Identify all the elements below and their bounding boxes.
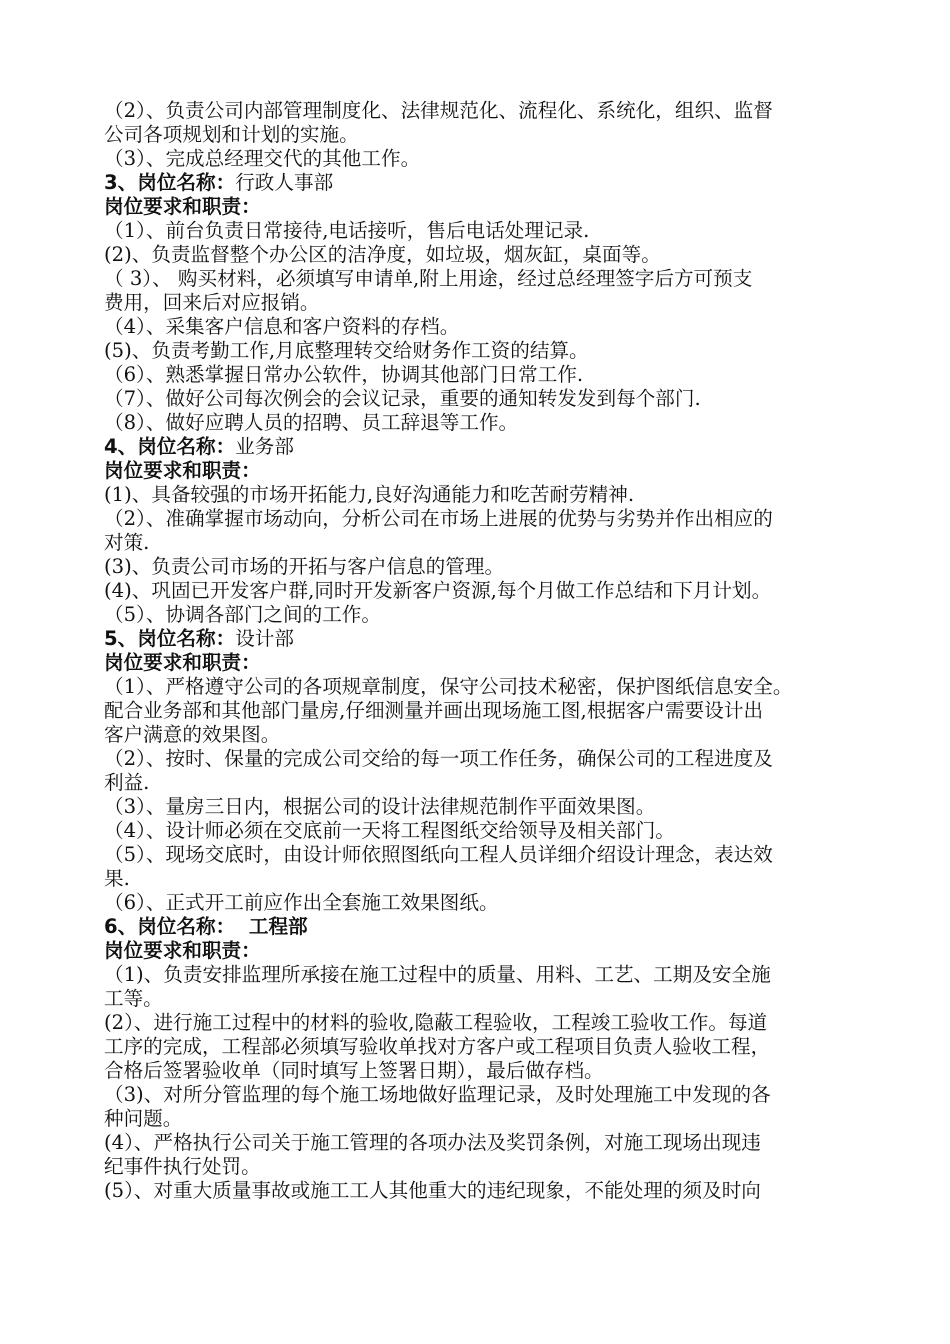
document-page	[104, 99, 894, 1203]
text-line: (5）、对重大质量事故或施工工人其他重大的违纪现象，不能处理的须及时向	[104, 1179, 761, 1202]
text-line: (2）、进行施工过程中的材料的验收,隐蔽工程验收，工程竣工验收工作。每道	[104, 1011, 768, 1034]
text-line: （8）、做好应聘人员的招聘、员工辞退等工作。	[104, 411, 519, 434]
text-line: （2）、准确掌握市场动向，分析公司在市场上进展的优势与劣势并作出相应的	[104, 507, 773, 530]
position-heading	[104, 627, 894, 651]
text-line: （3)、对所分管监理的每个施工场地做好监理记录，及时处理施工中发现的各	[104, 1083, 771, 1106]
text-line: 种问题。	[104, 1107, 183, 1130]
heading-value: 业务部	[235, 435, 294, 458]
text-line: 合格后签署验收单（同时填写上签署日期），最后做存档。	[104, 1059, 604, 1082]
text-line: 配合业务部和其他部门量房,仔细测量并画出现场施工图,根据客户需要设计出	[104, 699, 764, 722]
text-line: （ 3）、 购买材料，必须填写申请单,附上用途，经过总经理签字后方可预支	[104, 267, 753, 290]
text-line: 果.	[104, 867, 130, 890]
text-line: (4）、严格执行公司关于施工管理的各项办法及奖罚条例，对施工现场出现违	[104, 1131, 761, 1154]
text-line: （3）、量房三日内，根据公司的设计法律规范制作平面效果图。	[104, 795, 656, 818]
heading-label: 岗位名称：	[137, 915, 236, 938]
text-line: （6）、正式开工前应作出全套施工效果图纸。	[104, 891, 499, 914]
text-line: 公司各项规划和计划的实施。	[104, 123, 359, 146]
requirements-heading: 岗位要求和职责：	[104, 459, 261, 482]
heading-label: 岗位名称：	[137, 627, 236, 650]
text-line: （4）、采集客户信息和客户资料的存档。	[104, 315, 460, 338]
heading-number: 5、	[104, 627, 138, 650]
position-heading	[104, 171, 894, 195]
text-line: (2)、负责监督整个办公区的洁净度，如垃圾，烟灰缸，桌面等。	[104, 243, 661, 266]
heading-value: 设计部	[235, 627, 294, 650]
position-heading	[104, 915, 894, 939]
requirements-heading: 岗位要求和职责：	[104, 651, 261, 674]
text-line: （5）、协调各部门之间的工作。	[104, 603, 381, 626]
text-line: 工序的完成，工程部必须填写验收单找对方客户或工程项目负责人验收工程，	[104, 1035, 771, 1058]
heading-number: 3、	[104, 171, 138, 194]
text-line: (1)、具备较强的市场开拓能力,良好沟通能力和吃苦耐劳精神.	[104, 483, 635, 506]
text-line: 费用，回来后对应报销。	[104, 291, 320, 314]
text-line: (5)、负责考勤工作,月底整理转交给财务作工资的结算。	[104, 339, 589, 362]
text-line: (4)、巩固已开发客户群,同时开发新客户资源,每个月做工作总结和下月计划。	[104, 579, 772, 602]
heading-number: 6、	[104, 915, 138, 938]
text-line: （5）、现场交底时，由设计师依照图纸向工程人员详细介绍设计理念，表达效	[104, 843, 773, 866]
text-line: （2）、按时、保量的完成公司交给的每一项工作任务，确保公司的工程进度及	[104, 747, 773, 770]
heading-label: 岗位名称：	[137, 435, 236, 458]
text-line: 对策.	[104, 531, 150, 554]
heading-value: 行政人事部	[235, 171, 334, 194]
text-line: 纪事件执行处罚。	[104, 1155, 261, 1178]
text-line: （1)、负责安排监理所承接在施工过程中的质量、用料、工艺、工期及安全施	[104, 963, 771, 986]
heading-value: 工程部	[235, 915, 308, 938]
text-line: （1）、前台负责日常接待,电话接听，售后电话处理记录.	[104, 219, 590, 242]
heading-label: 岗位名称：	[137, 171, 236, 194]
text-line: 利益.	[104, 771, 150, 794]
heading-number: 4、	[104, 435, 138, 458]
text-line: 工等。	[104, 987, 163, 1010]
text-line: （6）、熟悉掌握日常办公软件，协调其他部门日常工作.	[104, 363, 584, 386]
requirements-heading: 岗位要求和职责：	[104, 195, 261, 218]
requirements-heading: 岗位要求和职责：	[104, 939, 261, 962]
text-line: (3)、负责公司市场的开拓与客户信息的管理。	[104, 555, 505, 578]
text-line: （1）、严格遵守公司的各项规章制度，保守公司技术秘密，保护图纸信息安全。	[104, 675, 793, 698]
text-line: （4）、设计师必须在交底前一天将工程图纸交给领导及相关部门。	[104, 819, 675, 842]
text-line: （3）、完成总经理交代的其他工作。	[104, 147, 421, 170]
text-line: （7）、做好公司每次例会的会议记录，重要的通知转发发到每个部门.	[104, 387, 701, 410]
position-heading	[104, 435, 894, 459]
text-line: 客户满意的效果图。	[104, 723, 281, 746]
text-line: （2）、负责公司内部管理制度化、法律规范化、流程化、系统化，组织、监督	[104, 99, 773, 122]
